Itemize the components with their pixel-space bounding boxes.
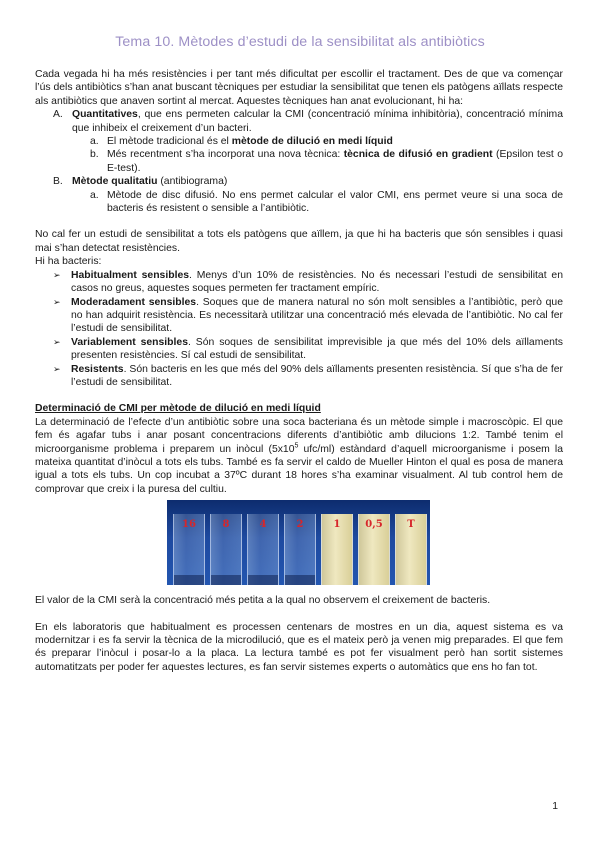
tube: T xyxy=(395,514,427,585)
tube: 2 xyxy=(284,514,316,585)
paragraph: El valor de la CMI serà la concentració més petita a la qual no observem el creixement de bacteris. xyxy=(35,595,491,607)
term-qualitatiu: Mètode qualitatiu xyxy=(72,176,158,188)
document-body xyxy=(35,68,563,674)
list-item-quantitatives: A. Quantitatives, que ens permeten calcular la CMI (concentració mínima inhibitòria), concentració mínima que inhibeix el creixement d’un bacteri. xyxy=(53,109,563,134)
sub-item: b. Més recentment s’ha incorporat una nova tècnica: tècnica de difusió en gradient (Epsilon test o E-test). xyxy=(90,149,564,174)
bullet-item: ➢ Variablement sensibles. Són soques de sensibilitat imprevisible ja que més del 10% dels aïllaments presenten resistències. Sí cal estudi de sensibilitat. xyxy=(53,336,563,362)
page-number: 1 xyxy=(552,801,558,812)
bullet-item: ➢ Resistents. Són bacteris en les que més del 90% dels aïllaments presenten resistència. Sí que s’ha de fer l’estudi de sensibilitat. xyxy=(53,363,563,388)
tube: 0,5 xyxy=(358,514,390,585)
intro-paragraph: Cada vegada hi ha més resistències i per tant més dificultat per escollir el tractament. Des de que va començar l’ús dels antibiòtics s’han anat buscant tècniques per estudiar la sensibilitat que tenen els patògens aïllats respecte als antibiòtics que anaven sortint al mercat. Aquestes tècniques han anat evolucionant, hi ha: xyxy=(35,69,563,107)
dilution-tubes-photo xyxy=(167,500,430,585)
list-marker: B. xyxy=(53,176,63,188)
arrow-bullet-icon: ➢ xyxy=(53,269,61,280)
tube: 8 xyxy=(210,514,242,585)
arrow-bullet-icon: ➢ xyxy=(53,296,61,307)
sub-item: a. Mètode de disc difusió. No ens permet calcular el valor CMI, ens permet veure si una soca de bacteris és resistent o sensible a l’antibiòtic. xyxy=(90,189,563,215)
list-marker: A. xyxy=(53,109,63,121)
bullet-item: ➢ Habitualment sensibles. Menys d’un 10% de resistències. No és necessari l’estudi de sensibilitat en casos no greus, aquestes soques permeten fer tractament empíric. xyxy=(53,269,563,295)
sub-item: a. El mètode tradicional és el mètode de dilució en medi líquid xyxy=(90,136,393,148)
section-heading: Determinació de CMI per mètode de dilució en medi líquid xyxy=(35,403,321,415)
paragraph: La determinació de l’efecte d’un antibiòtic sobre una soca bacteriana és un mètode simple i macroscòpic. El que fem és agafar tubs i anar posant concentracions diferents d’antibiòtic amb dilucions 1:2. També tenim el microorganisme problema i preparem un inòcul ($5x10^5$ ufc/ml) estàndard d’aquell microorganisme i posem la mateixa quantitat d’inòcul a tots els tubs. També es fa servir el caldo de Mueller Hinton el qual es posa de manera igual a tots els tubs. Un cop incubat a 37ºC durant 18 hores s’ha examinar visualment. Al tub control hem de comprovar que creix i la puresa del cultiu. xyxy=(35,416,563,495)
list-item-qualitatiu: B. Mètode qualitatiu (antibiograma) xyxy=(53,176,228,188)
bullet-item: ➢ Moderadament sensibles. Soques que de manera natural no són molt sensibles a l’antibiòtic, però que no han adquirit resistència. Es necessitarà utilitzar una concentració més elevada de l’antibiòtic. No cal fer l’estudi de sensibilitat. xyxy=(53,296,563,335)
tube: 1 xyxy=(321,514,353,585)
paragraph: En els laboratoris que habitualment es processen centenars de mostres en un dia, aquest sistema es va modernitzar i es fa servir la tècnica de la microdilució, que es el mateix però ja venen mig preparades. El que fem és preparar l’inòcul i posar-lo a la placa. La lectura també es pot fer visualment però han sortit sistemes automatitzats per poder fer aquestes lectures, es fan servir sistemes experts o automàtics que ens ho fan tot. xyxy=(35,621,563,673)
arrow-bullet-icon: ➢ xyxy=(53,363,61,374)
paragraph: No cal fer un estudi de sensibilitat a tots els patògens que aïllem, ja que hi ha bacteris que són sensibles i quasi mai s’han detectat resistències. xyxy=(35,229,563,254)
tube: 4 xyxy=(247,514,279,585)
term-quantitatives: Quantitatives xyxy=(72,109,138,121)
page-title: Tema 10. Mètodes d’estudi de la sensibilitat als antibiòtics xyxy=(115,34,485,50)
arrow-bullet-icon: ➢ xyxy=(53,336,61,347)
paragraph: Hi ha bacteris: xyxy=(35,256,102,268)
tube: 16 xyxy=(173,514,205,585)
